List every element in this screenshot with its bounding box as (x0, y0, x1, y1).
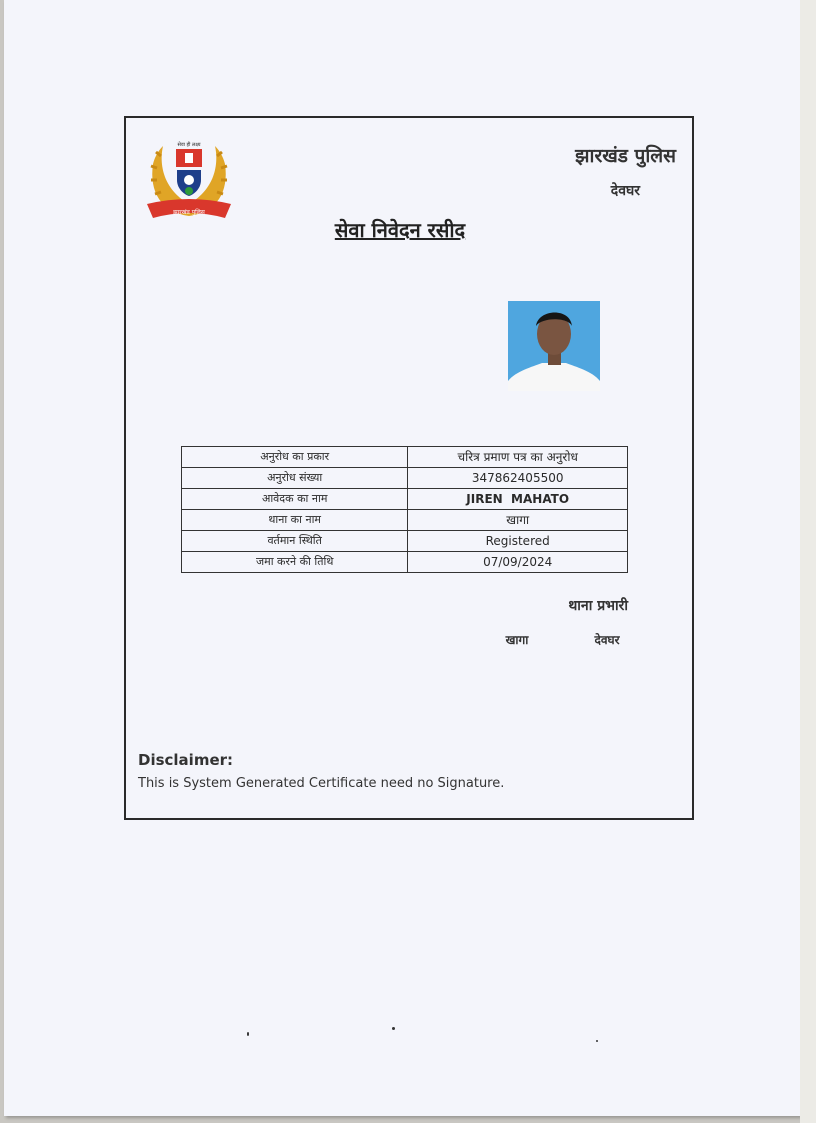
row-value-request-number: 347862405500 (408, 468, 628, 489)
table-row (182, 552, 628, 573)
table-row (182, 468, 628, 489)
district-name: देवघर (610, 183, 640, 199)
jharkhand-police-emblem (141, 134, 237, 226)
scan-speck (392, 1027, 395, 1030)
row-label-police-station: थाना का नाम (182, 510, 408, 531)
row-label-request-type: अनुरोध का प्रकार (182, 447, 408, 468)
row-value-submission-date: 07/09/2024 (408, 552, 628, 573)
row-label-submission-date: जमा करने की तिथि (182, 552, 408, 573)
emblem-ribbon-text: झारखंड पुलिस (173, 209, 205, 216)
scan-speck (247, 1032, 249, 1036)
officer-title: थाना प्रभारी (568, 598, 628, 614)
document-title: सेवा निवेदन रसीद (334, 218, 466, 242)
emblem-motto: सेवा ही लक्ष्य (177, 142, 201, 148)
org-name: झारखंड पुलिस (575, 145, 676, 167)
request-details-table (181, 446, 628, 573)
scanner-edge (800, 0, 816, 1123)
row-value-applicant-name: JIREN MAHATO (408, 489, 628, 510)
disclaimer-text: This is System Generated Certificate need no Signature. (138, 776, 505, 791)
disclaimer-heading: Disclaimer: (138, 751, 234, 769)
scan-speck (596, 1040, 598, 1042)
signature-police-station: खागा (505, 633, 529, 647)
table-row (182, 447, 628, 468)
row-value-request-type: चरित्र प्रमाण पत्र का अनुरोध (408, 447, 628, 468)
signature-district: देवघर (594, 633, 620, 647)
row-value-police-station: खागा (408, 510, 628, 531)
table-row (182, 531, 628, 552)
applicant-photo (508, 301, 600, 391)
row-label-request-number: अनुरोध संख्या (182, 468, 408, 489)
row-value-current-status: Registered (408, 531, 628, 552)
table-row (182, 510, 628, 531)
row-label-applicant-name: आवेदक का नाम (182, 489, 408, 510)
table-row (182, 489, 628, 510)
row-label-current-status: वर्तमान स्थिति (182, 531, 408, 552)
